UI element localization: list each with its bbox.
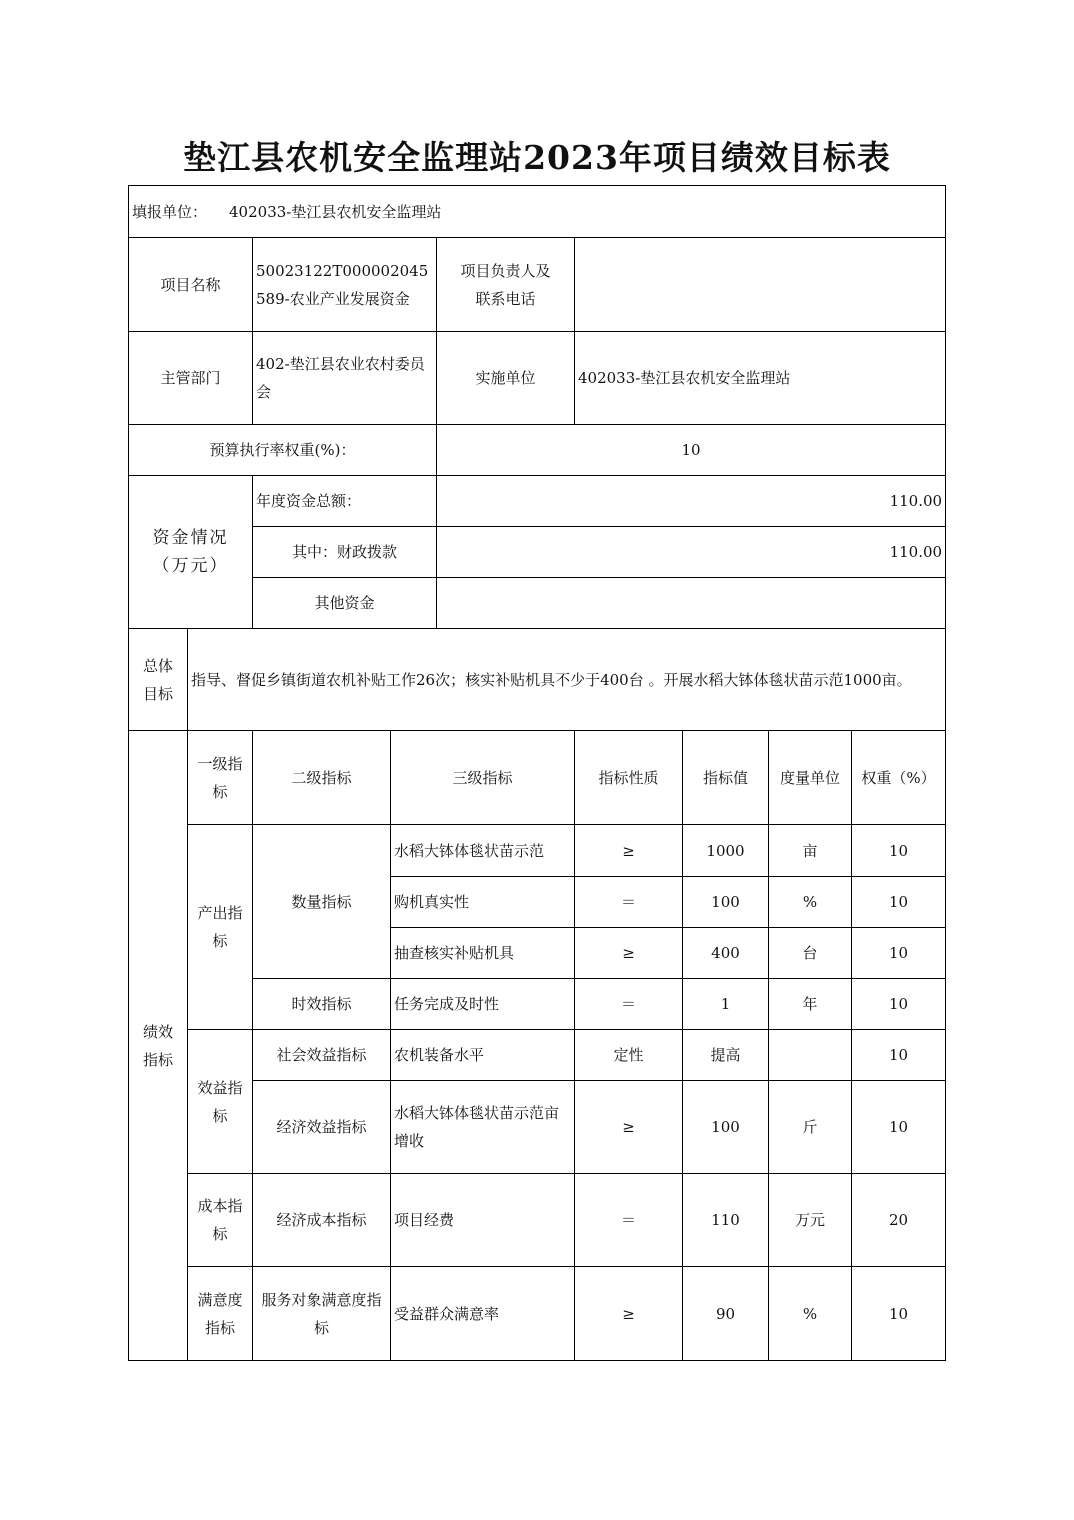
row-value: 1	[683, 979, 769, 1030]
row-value: 100	[683, 877, 769, 928]
impl-label: 实施单位	[437, 332, 575, 425]
filler-row	[129, 186, 946, 238]
level2-service: 服务对象满意度指标	[253, 1267, 391, 1361]
row-weight: 10	[852, 1267, 946, 1361]
level2-social: 社会效益指标	[253, 1030, 391, 1081]
row-name: 受益群众满意率	[391, 1267, 575, 1361]
row-weight: 10	[852, 877, 946, 928]
group-cost: 成本指标	[188, 1174, 253, 1267]
header-value: 指标值	[683, 731, 769, 825]
level2-timeliness: 时效指标	[253, 979, 391, 1030]
row-unit: 斤	[769, 1081, 852, 1174]
goal-label: 总体目标	[129, 629, 188, 731]
row-name: 水稻大钵体毯状苗示范亩增收	[391, 1081, 575, 1174]
perf-header-row	[129, 731, 946, 825]
project-name-value: 50023122T000002045589-农业产业发展资金	[253, 238, 437, 332]
goal-row	[129, 629, 946, 731]
funds-total-value: 110.00	[437, 476, 946, 527]
funds-other-label: 其他资金	[253, 578, 437, 629]
perf-label: 绩效指标	[129, 731, 188, 1361]
funds-total-label: 年度资金总额：	[253, 476, 437, 527]
row-value: 100	[683, 1081, 769, 1174]
project-leader-value	[575, 238, 946, 332]
table-row	[129, 825, 946, 877]
row-weight: 10	[852, 928, 946, 979]
row-nature: ＝	[575, 877, 683, 928]
row-nature: ≥	[575, 1267, 683, 1361]
goal-text: 指导、督促乡镇街道农机补贴工作26次；核实补贴机具不少于400台 。开展水稻大钵体毯状苗示范1000亩。	[188, 629, 946, 731]
row-name: 抽查核实补贴机具	[391, 928, 575, 979]
project-leader-label: 项目负责人及联系电话	[437, 238, 575, 332]
row-nature: ＝	[575, 1174, 683, 1267]
row-name: 任务完成及时性	[391, 979, 575, 1030]
level2-quantity: 数量指标	[253, 825, 391, 979]
performance-target-table	[128, 185, 946, 1361]
impl-value: 402033-垫江县农机安全监理站	[575, 332, 946, 425]
row-weight: 10	[852, 1081, 946, 1174]
header-nature: 指标性质	[575, 731, 683, 825]
row-value: 400	[683, 928, 769, 979]
row-nature: ≥	[575, 825, 683, 877]
group-benefit: 效益指标	[188, 1030, 253, 1174]
header-unit: 度量单位	[769, 731, 852, 825]
funds-fiscal-label: 其中：财政拨款	[253, 527, 437, 578]
row-value: 1000	[683, 825, 769, 877]
header-level3: 三级指标	[391, 731, 575, 825]
row-weight: 10	[852, 1030, 946, 1081]
row-nature: ＝	[575, 979, 683, 1030]
dept-label: 主管部门	[129, 332, 253, 425]
row-value: 110	[683, 1174, 769, 1267]
budget-rate-row	[129, 425, 946, 476]
row-unit: %	[769, 1267, 852, 1361]
filler-label: 填报单位：	[132, 202, 208, 221]
filler-value: 402033-垫江县农机安全监理站	[229, 202, 442, 221]
row-weight: 10	[852, 825, 946, 877]
row-name: 水稻大钵体毯状苗示范	[391, 825, 575, 877]
header-level2: 二级指标	[253, 731, 391, 825]
header-level1: 一级指标	[188, 731, 253, 825]
row-unit: 亩	[769, 825, 852, 877]
level2-economic: 经济效益指标	[253, 1081, 391, 1174]
table-row	[129, 1267, 946, 1361]
budget-rate-label: 预算执行率权重(%)：	[129, 425, 437, 476]
project-name-label: 项目名称	[129, 238, 253, 332]
row-nature: 定性	[575, 1030, 683, 1081]
group-satisfaction: 满意度指标	[188, 1267, 253, 1361]
table-row	[129, 1174, 946, 1267]
funds-label: 资金情况（万元）	[129, 476, 253, 629]
page-title: 垫江县农机安全监理站2023年项目绩效目标表	[183, 138, 891, 177]
dept-row	[129, 332, 946, 425]
row-unit: %	[769, 877, 852, 928]
row-unit	[769, 1030, 852, 1081]
row-unit: 台	[769, 928, 852, 979]
row-name: 农机装备水平	[391, 1030, 575, 1081]
row-name: 购机真实性	[391, 877, 575, 928]
funds-fiscal-value: 110.00	[437, 527, 946, 578]
row-value: 90	[683, 1267, 769, 1361]
dept-value: 402-垫江县农业农村委员会	[253, 332, 437, 425]
group-output: 产出指标	[188, 825, 253, 1030]
funds-total-row	[129, 476, 946, 527]
funds-other-value	[437, 578, 946, 629]
project-row	[129, 238, 946, 332]
row-nature: ≥	[575, 1081, 683, 1174]
row-value: 提高	[683, 1030, 769, 1081]
row-unit: 万元	[769, 1174, 852, 1267]
row-unit: 年	[769, 979, 852, 1030]
level2-cost: 经济成本指标	[253, 1174, 391, 1267]
table-row	[129, 1030, 946, 1081]
row-name: 项目经费	[391, 1174, 575, 1267]
budget-rate-value: 10	[437, 425, 946, 476]
header-weight: 权重（%）	[852, 731, 946, 825]
row-weight: 10	[852, 979, 946, 1030]
row-nature: ≥	[575, 928, 683, 979]
row-weight: 20	[852, 1174, 946, 1267]
